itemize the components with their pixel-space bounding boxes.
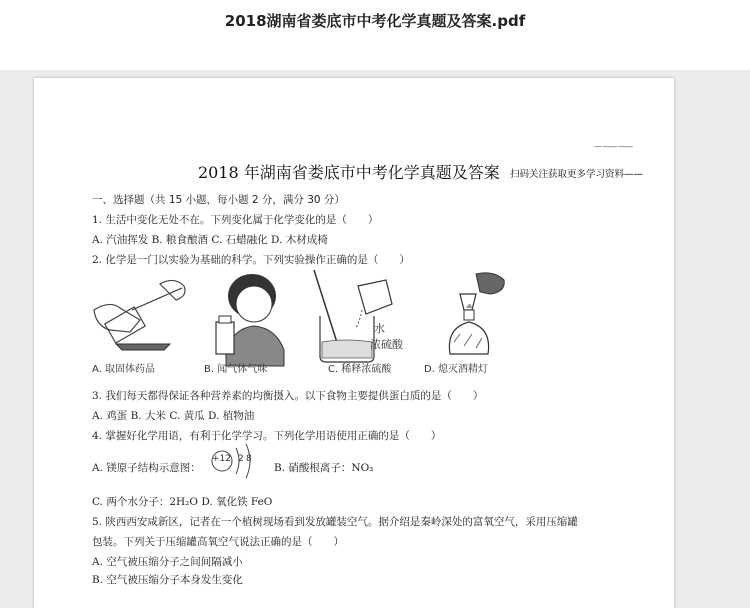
atom-shell-2-label: 8	[246, 454, 252, 464]
watermark-text: 扫码关注获取更多学习资料——	[510, 169, 644, 180]
magnesium-atom-diagram	[206, 438, 266, 484]
viewer-toolbar	[0, 0, 750, 70]
section-heading: 一、选择题（共 15 小题，每小题 2 分，满分 30 分）	[92, 194, 345, 206]
figure-c-label-water: 水	[374, 322, 385, 335]
question-5-option-b: B. 空气被压缩分子本身发生变化	[92, 574, 243, 586]
question-1-options: A. 汽油挥发 B. 粮食酿酒 C. 石蜡融化 D. 木材成椅	[92, 234, 328, 246]
document-title: 2018 年湖南省娄底市中考化学真题及答案	[198, 163, 500, 182]
document-page[interactable]	[34, 78, 674, 608]
figure-c-caption: C. 稀释浓硫酸	[328, 364, 392, 375]
question-2: 2. 化学是一门以实验为基础的科学。下列实验操作正确的是（ ）	[92, 254, 410, 266]
header-dashes: — —— ——	[594, 142, 633, 151]
question-5-option-a: A. 空气被压缩分子之间间隔减小	[92, 556, 243, 568]
question-1: 1. 生活中变化无处不在。下列变化属于化学变化的是（ ）	[92, 214, 379, 226]
figure-d-caption: D. 熄灭酒精灯	[424, 364, 489, 375]
question-3: 3. 我们每天都得保证各种营养素的均衡摄入。以下食物主要提供蛋白质的是（ ）	[92, 390, 484, 402]
figure-b-caption: B. 闻气体气味	[204, 364, 268, 375]
question-4: 4. 掌握好化学用语，有利于化学学习。下列化学用语使用正确的是（ ）	[92, 430, 442, 442]
atom-shell-1-label: 2	[238, 454, 244, 464]
question-5-line-2: 包装。下列关于压缩罐高氧空气说法正确的是（ ）	[92, 536, 344, 548]
question-5-line-1: 5. 陕西西安咸新区，记者在一个植树现场看到发放罐装空气。据介绍是秦岭深处的富氧空气，采用压缩罐	[92, 516, 578, 528]
question-4-options-cd: C. 两个水分子：2H₂O D. 氧化铁 FeO	[92, 496, 273, 508]
atom-nucleus-label: +12	[212, 454, 231, 464]
figure-c-label-acid: 浓硫酸	[370, 338, 403, 351]
figure-a-caption: A. 取固体药品	[92, 364, 156, 375]
question-4-option-a: A. 镁原子结构示意图：	[92, 462, 201, 474]
file-title: 2018湖南省娄底市中考化学真题及答案.pdf	[224, 12, 526, 30]
question-4-option-b: B. 硝酸根离子：NO₃	[274, 462, 374, 474]
question-3-options: A. 鸡蛋 B. 大米 C. 黄瓜 D. 植物油	[92, 410, 255, 422]
